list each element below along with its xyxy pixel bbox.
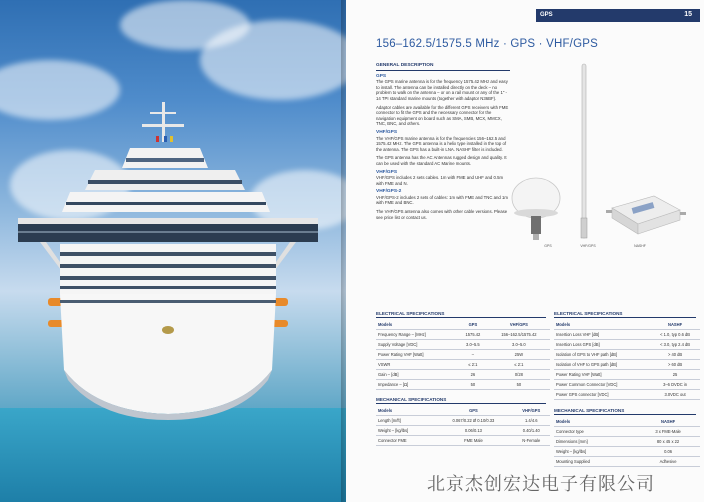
table-cell: Insertion Loss GPS [dB] xyxy=(554,340,650,350)
table-cell: Adhesive xyxy=(636,457,700,467)
table-row xyxy=(376,436,550,446)
table-header: GPS xyxy=(458,320,488,330)
table-cell: 156–162.5/1575.42 xyxy=(488,330,550,340)
table-header: NASHF xyxy=(636,417,700,427)
table-cell: – xyxy=(458,350,488,360)
table-cell: Connector type xyxy=(554,427,636,437)
table-cell: 3–6 DVDC in xyxy=(650,380,700,390)
table-cell: Impedance – [Ω] xyxy=(376,380,458,390)
table-header: Models xyxy=(554,417,636,427)
table-header: Models xyxy=(376,320,458,330)
table-header: VHF/GPS xyxy=(513,406,550,416)
cable-versions-note: The VHF/GPS antenna also comes with other cable versions. Please see price list or contact us. xyxy=(376,209,508,220)
gps-heading: GPS xyxy=(376,73,387,79)
general-description-heading: GENERAL DESCRIPTION xyxy=(376,63,510,71)
nashf-electrical-spec-table xyxy=(554,320,700,400)
vhf-gps-antenna-image xyxy=(582,64,586,238)
table-row xyxy=(554,447,700,457)
vhf-gps-paragraph-2: The GPS antenna has the AC Antennas rugged design and quality. It can be used with the standard AC Marine mounts. xyxy=(376,155,507,166)
table-header: Models xyxy=(554,320,650,330)
table-row xyxy=(376,340,550,350)
table-header: Models xyxy=(376,406,434,416)
nashf-splitter-image xyxy=(606,196,686,234)
mechanical-spec-title: MECHANICAL SPECIFICATIONS xyxy=(376,397,546,404)
table-cell: Connector FME xyxy=(376,436,434,446)
page-number: 15 xyxy=(684,11,692,18)
table-cell: < 3.0, typ 2.4 dB xyxy=(650,340,700,350)
table-row xyxy=(554,370,700,380)
general-description xyxy=(376,63,510,223)
table-cell: FME Male xyxy=(434,436,512,446)
table-cell: Dimensions [mm] xyxy=(554,437,636,447)
table-cell: Power Rating VHF [Watt] xyxy=(554,370,650,380)
table-cell: > 40 dB xyxy=(650,350,700,360)
table-cell: ≤ 2:1 xyxy=(458,360,488,370)
table-row xyxy=(376,416,550,426)
table-row xyxy=(554,380,700,390)
table-cell: 1.4/4.6 xyxy=(513,416,550,426)
table-cell: 0.06/0.13 xyxy=(434,426,512,436)
table-row xyxy=(376,330,550,340)
table-cell: Gain – [dB] xyxy=(376,370,458,380)
page-title: 156–162.5/1575.5 MHz · GPS · VHF/GPS xyxy=(376,38,598,50)
table-row xyxy=(554,457,700,467)
caption-gps: GPS xyxy=(544,244,552,248)
table-cell: 0.06 xyxy=(636,447,700,457)
table-row xyxy=(376,426,550,436)
vhf-gps-2-heading: VHF/GPS-2 xyxy=(376,189,402,195)
mechanical-spec-table xyxy=(376,406,550,446)
table-cell: < 1.0, typ 0.6 dB xyxy=(650,330,700,340)
table-cell: 3 x FME-Male xyxy=(636,427,700,437)
table-cell: Power Common Connector [VDC] xyxy=(554,380,650,390)
table-cell: Supply Voltage [VDC] xyxy=(376,340,458,350)
table-row xyxy=(554,437,700,447)
table-cell: Isolation of GPS to VHF path [dB] xyxy=(554,350,650,360)
table-cell: Isolation of VHF to GPS path [dB] xyxy=(554,360,650,370)
table-cell: 0/28 xyxy=(488,370,550,380)
table-header: VHF/GPS xyxy=(488,320,550,330)
table-cell: Power Rating VHF [Watt] xyxy=(376,350,458,360)
table-row xyxy=(554,350,700,360)
table-cell: Power GPS connector [VDC] xyxy=(554,390,650,400)
product-page xyxy=(346,0,704,502)
table-cell: Weight – [kg/lbs] xyxy=(376,426,434,436)
table-row xyxy=(376,380,550,390)
electrical-spec-table xyxy=(376,320,550,390)
table-cell: 0.067/0.22 Ø 0.10/0.33 xyxy=(434,416,512,426)
vhf-gps-2-text: VHF/GPS-2 includes 2 sets of cables: 1m with FME and TNC and 1m with FME and BNC. xyxy=(376,194,508,206)
table-header: GPS xyxy=(434,406,512,416)
vhf-gps-paragraph-1: The VHF/GPS marine antenna is for the frequencies 156–162.5 and 1575.42 MHz. The GPS antenna is a helix type installed in the top of the antenna. The GPS has a built-in LNA. NASHF filter is included. xyxy=(376,135,507,152)
nashf-mechanical-spec-title: MECHANICAL SPECIFICATIONS xyxy=(554,408,696,415)
table-cell: Insertion Loss VHF [dB] xyxy=(554,330,650,340)
table-row xyxy=(554,390,700,400)
table-row xyxy=(376,370,550,380)
table-cell: 80 x 45 x 22 xyxy=(636,437,700,447)
nashf-electrical-spec-title: ELECTRICAL SPECIFICATIONS xyxy=(554,311,696,318)
table-row xyxy=(376,360,550,370)
caption-nashf: NASHF xyxy=(634,244,646,248)
vhf-gps-cables-text: VHF/GPS includes 2 sets cables. 1m with FME and UHF and 0.5m with FME and N. xyxy=(376,175,504,186)
section-header xyxy=(536,9,700,22)
table-header: NASHF xyxy=(650,320,700,330)
company-watermark: 北京杰创宏达电子有限公司 xyxy=(427,474,655,495)
table-cell: Length [m/ft] xyxy=(376,416,434,426)
table-cell: 26 xyxy=(458,370,488,380)
table-cell: VSWR xyxy=(376,360,458,370)
table-row xyxy=(554,427,700,437)
vhf-gps-cables-heading: VHF/GPS xyxy=(376,169,398,175)
table-cell: 3.0–5.5 xyxy=(458,340,488,350)
caption-vhf-gps: VHF/GPS xyxy=(580,244,596,248)
gps-paragraph-2: Adaptor cables are available for the different GPS receivers with FME connector to fit the GPS and the necessary connector for the navigation equipment on board such as SMA, SMB, MCX, MMCX, TNC, BNC, and others. xyxy=(376,104,509,127)
table-cell: 1575.42 xyxy=(458,330,488,340)
section-label: GPS xyxy=(540,12,553,18)
gps-dome-antenna-image xyxy=(512,178,560,240)
table-cell: 3.0–5.0 xyxy=(488,340,550,350)
table-cell: 3.0VDC out xyxy=(650,390,700,400)
table-cell: N-Female xyxy=(513,436,550,446)
table-row xyxy=(376,350,550,360)
table-cell: 25W xyxy=(488,350,550,360)
vhf-gps-heading: VHF/GPS xyxy=(376,129,398,135)
table-cell: 0.40/1.40 xyxy=(513,426,550,436)
table-row xyxy=(554,340,700,350)
table-cell: 50 xyxy=(458,380,488,390)
table-cell: Frequency Range – [MHz] xyxy=(376,330,458,340)
table-cell: 25 xyxy=(650,370,700,380)
table-cell: ≤ 2:1 xyxy=(488,360,550,370)
table-cell: 50 xyxy=(488,380,550,390)
cruise-ship-photo xyxy=(0,0,346,502)
table-row xyxy=(554,360,700,370)
table-cell: Weight – [kg/lbs] xyxy=(554,447,636,457)
table-row xyxy=(554,330,700,340)
electrical-spec-title: ELECTRICAL SPECIFICATIONS xyxy=(376,311,546,318)
ship-illustration xyxy=(0,0,346,502)
product-images xyxy=(504,58,694,248)
gps-paragraph-1: The GPS marine antenna is for the frequency 1575.42 MHz and easy to install. The antenna can be installed directly on the deck – no problem to walk on the antenna – or on a rail mount or any of the 1" - 14 TPI standard marine mounts (together with adaptor N36BF). xyxy=(376,79,508,101)
nashf-mechanical-spec-table xyxy=(554,417,700,467)
table-cell: > 60 dB xyxy=(650,360,700,370)
table-cell: Mounting Supplied xyxy=(554,457,636,467)
